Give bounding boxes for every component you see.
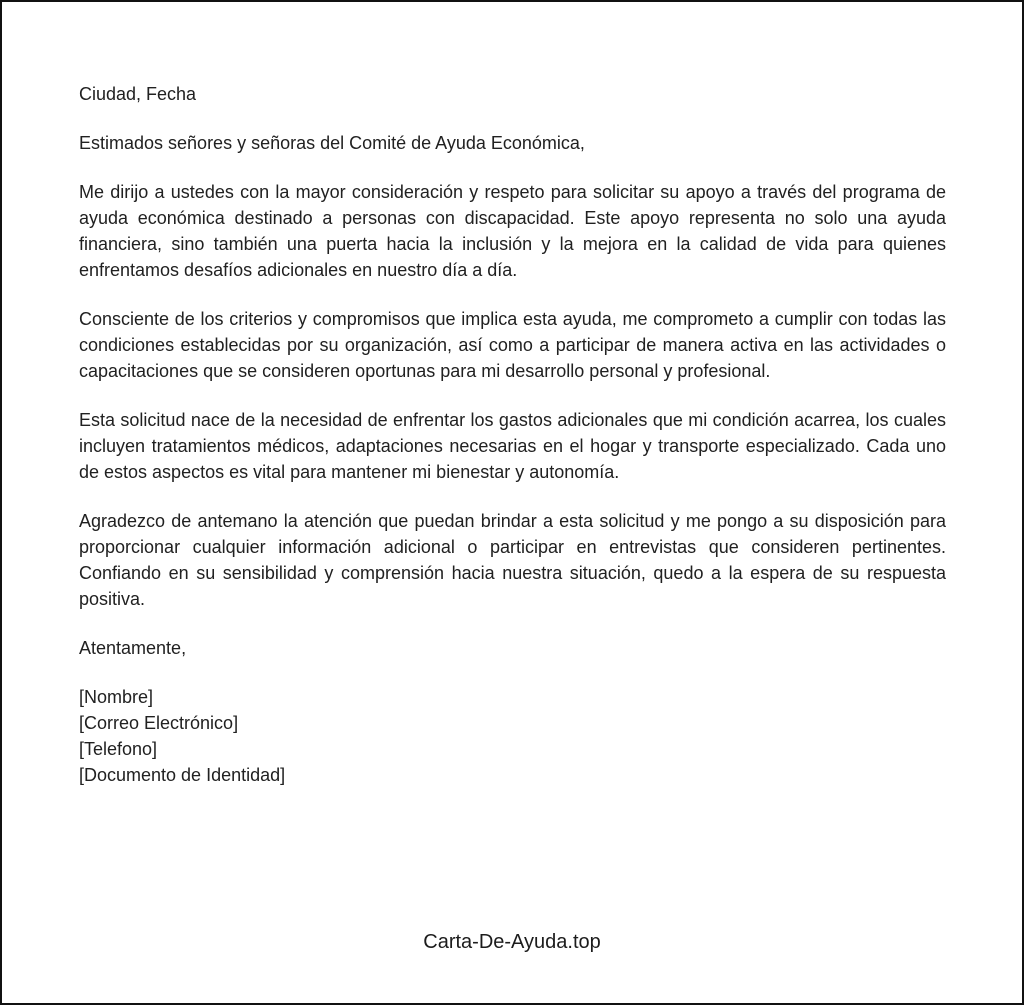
signature-line-name: [Nombre]: [79, 687, 154, 707]
letter-body: [79, 81, 946, 788]
letter-paragraph: Esta solicitud nace de la necesidad de enfrentar los gastos adicionales que mi condición acarrea, los cuales incluyen tratamientos médicos, adaptaciones necesarias en el hogar y transporte especializado. Cada uno de estos aspectos es vital para mantener mi bienestar y autonomía.: [79, 410, 946, 482]
footer-site-name: Carta-De-Ayuda.top: [423, 931, 601, 953]
closing: Atentamente,: [79, 638, 187, 658]
signature-line-id: [Documento de Identidad]: [79, 765, 286, 785]
letter-paragraph: Me dirijo a ustedes con la mayor consideración y respeto para solicitar su apoyo a través del programa de ayuda económica destinado a personas con discapacidad. Este apoyo representa no solo una ayuda financiera, sino también una puerta hacia la inclusión y la mejora en la calidad de vida para quienes enfrentamos desafíos adicionales en nuestro día a día.: [79, 182, 946, 280]
letter-paragraph: Agradezco de antemano la atención que puedan brindar a esta solicitud y me pongo a su disposición para proporcionar cualquier información adicional o participar en entrevistas que consideren pertinentes. Confiando en su sensibilidad y comprensión hacia nuestra situación, quedo a la espera de su respuesta positiva.: [79, 511, 946, 609]
signature-line-email: [Correo Electrónico]: [79, 713, 239, 733]
signature-block: [79, 684, 946, 788]
letter-paragraph: Consciente de los criterios y compromisos que implica esta ayuda, me comprometo a cumplir con todas las condiciones establecidas por su organización, así como a participar de manera activa en las actividades o capacitaciones que se consideren oportunas para mi desarrollo personal y profesional.: [79, 309, 946, 381]
signature-line-phone: [Telefono]: [79, 739, 158, 759]
salutation: Estimados señores y señoras del Comité de Ayuda Económica,: [79, 133, 585, 153]
dateline: Ciudad, Fecha: [79, 84, 197, 104]
